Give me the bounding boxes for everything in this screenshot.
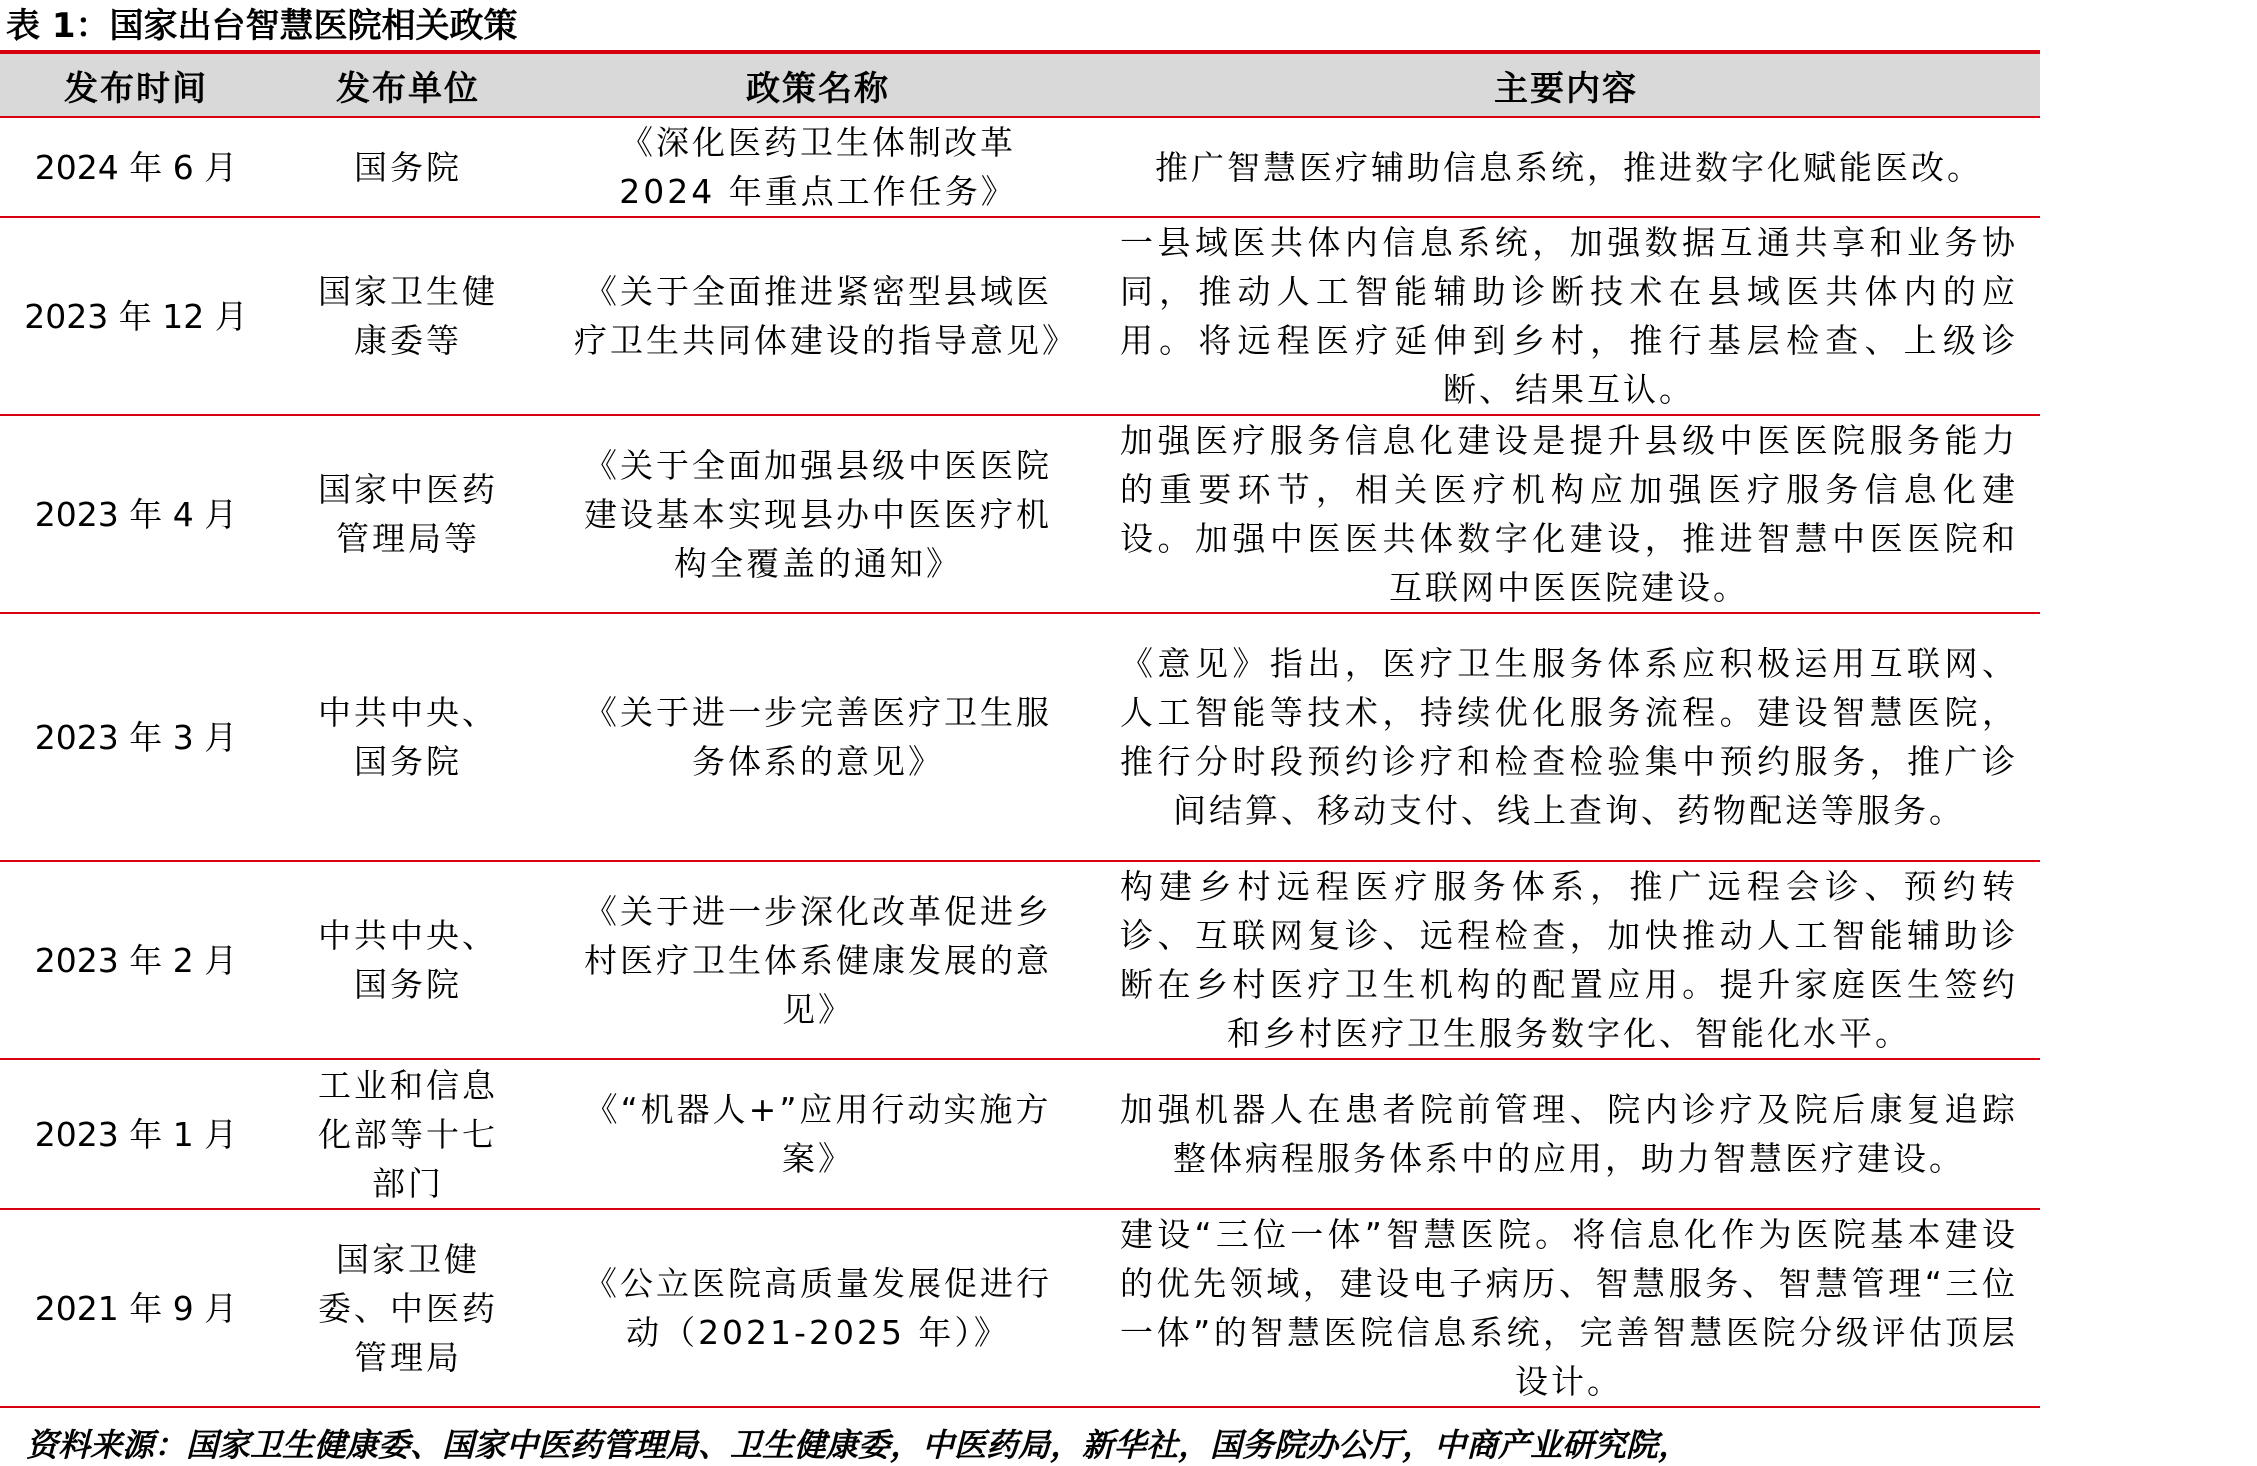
table-row <box>0 117 2040 217</box>
table-title: 表 1：国家出台智慧医院相关政策 <box>6 6 518 46</box>
row-date: 2023 年 4 月 <box>0 415 272 613</box>
row-content: 建设“三位一体”智慧医院。将信息化作为医院基本建设的优先领域，建设电子病历、智慧服务、智慧管理“三位一体”的智慧医院信息系统，完善智慧医院分级评估顶层设计。 <box>1092 1209 2040 1407</box>
table-row <box>0 415 2040 613</box>
row-policy: 《公立医院高质量发展促进行动（2021-2025 年）》 <box>544 1209 1092 1407</box>
row-policy: 《深化医药卫生体制改革 2024 年重点工作任务》 <box>544 117 1092 217</box>
table-row <box>0 861 2040 1059</box>
header-policy: 政策名称 <box>544 54 1092 117</box>
table-row <box>0 613 2040 861</box>
row-policy: 《“机器人+”应用行动实施方案》 <box>544 1059 1092 1209</box>
row-content: 一县域医共体内信息系统，加强数据互通共享和业务协同，推动人工智能辅助诊断技术在县域医共体内的应用。将远程医疗延伸到乡村，推行基层检查、上级诊断、结果互认。 <box>1092 217 2040 415</box>
row-issuer: 国务院 <box>272 117 544 217</box>
row-issuer: 国家卫生健康委等 <box>272 217 544 415</box>
row-issuer: 中共中央、国务院 <box>272 861 544 1059</box>
policy-table <box>0 54 2040 1408</box>
row-date: 2023 年 3 月 <box>0 613 272 861</box>
row-content: 推广智慧医疗辅助信息系统，推进数字化赋能医改。 <box>1092 117 2040 217</box>
row-content: 加强机器人在患者院前管理、院内诊疗及院后康复追踪整体病程服务体系中的应用，助力智慧医疗建设。 <box>1092 1059 2040 1209</box>
header-date: 发布时间 <box>0 54 272 117</box>
header-issuer: 发布单位 <box>272 54 544 117</box>
row-date: 2021 年 9 月 <box>0 1209 272 1407</box>
row-policy: 《关于全面加强县级中医医院建设基本实现县办中医医疗机构全覆盖的通知》 <box>544 415 1092 613</box>
row-date: 2023 年 12 月 <box>0 217 272 415</box>
table-header-row <box>0 54 2040 117</box>
row-issuer: 国家中医药管理局等 <box>272 415 544 613</box>
source-note: 资料来源：国家卫生健康委、国家中医药管理局、卫生健康委，中医药局，新华社，国务院办公厅，中商产业研究院， <box>26 1426 1691 1464</box>
row-content: 《意见》指出，医疗卫生服务体系应积极运用互联网、人工智能等技术，持续优化服务流程。建设智慧医院，推行分时段预约诊疗和检查检验集中预约服务，推广诊间结算、移动支付、线上查询、药物配送等服务。 <box>1092 613 2040 861</box>
row-date: 2024 年 6 月 <box>0 117 272 217</box>
row-policy: 《关于进一步深化改革促进乡村医疗卫生体系健康发展的意见》 <box>544 861 1092 1059</box>
table-row <box>0 217 2040 415</box>
row-content: 构建乡村远程医疗服务体系，推广远程会诊、预约转诊、互联网复诊、远程检查，加快推动人工智能辅助诊断在乡村医疗卫生机构的配置应用。提升家庭医生签约和乡村医疗卫生服务数字化、智能化水平。 <box>1092 861 2040 1059</box>
row-date: 2023 年 2 月 <box>0 861 272 1059</box>
row-policy: 《关于进一步完善医疗卫生服务体系的意见》 <box>544 613 1092 861</box>
row-issuer: 国家卫健委、中医药管理局 <box>272 1209 544 1407</box>
row-policy: 《关于全面推进紧密型县域医疗卫生共同体建设的指导意见》 <box>544 217 1092 415</box>
table-row <box>0 1209 2040 1407</box>
row-content: 加强医疗服务信息化建设是提升县级中医医院服务能力的重要环节，相关医疗机构应加强医疗服务信息化建设。加强中医医共体数字化建设，推进智慧中医医院和互联网中医医院建设。 <box>1092 415 2040 613</box>
table-row <box>0 1059 2040 1209</box>
row-date: 2023 年 1 月 <box>0 1059 272 1209</box>
row-issuer: 中共中央、国务院 <box>272 613 544 861</box>
header-content: 主要内容 <box>1092 54 2040 117</box>
row-issuer: 工业和信息化部等十七部门 <box>272 1059 544 1209</box>
